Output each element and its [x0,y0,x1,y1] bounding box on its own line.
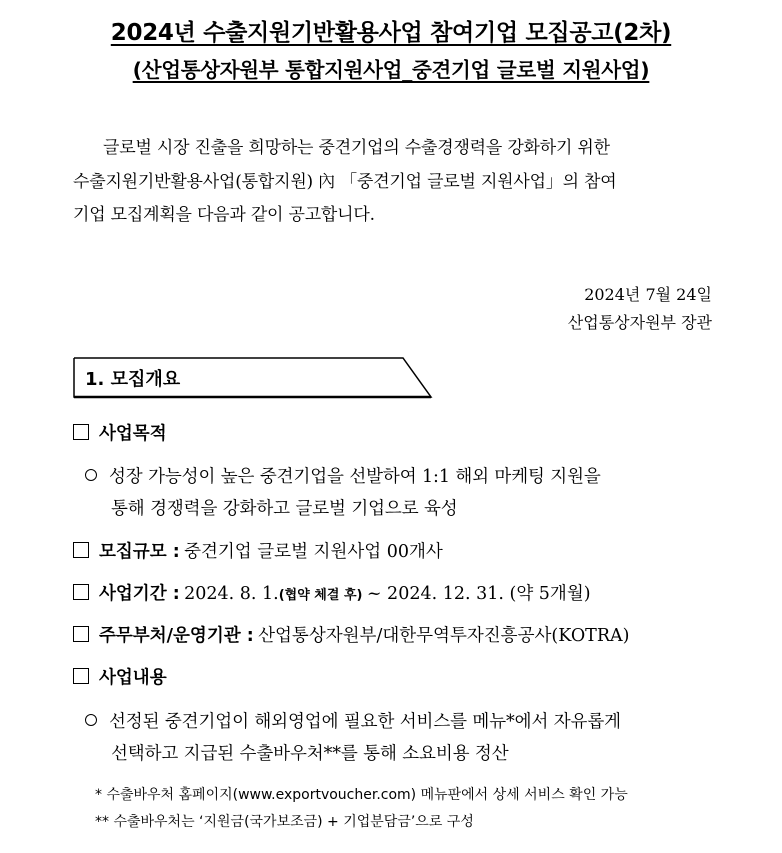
checkbox-square-icon [73,542,89,558]
intro-line-1: 글로벌 시장 진출을 희망하는 중견기업의 수출경쟁력을 강화하기 위한 [103,138,610,158]
purpose-bullet: 성장 가능성이 높은 중견기업을 선발하여 1:1 해외 마케팅 지원을 [85,463,601,488]
announcement-subtitle: (산업통상자원부 통합지원사업_중견기업 글로벌 지원사업) [132,58,650,82]
scale-item: 모집규모 : 중견기업 글로벌 지원사업 00개사 [73,538,443,563]
announcement-title: 2024년 수출지원기반활용사업 참여기업 모집공고(2차) [110,20,672,46]
org-item: 주무부처/운영기관 : 산업통상자원부/대한무역투자진흥공사(KOTRA) [73,622,629,647]
section-1-header [73,357,433,399]
announcement-issuer: 산업통상자원부 장관 [567,313,712,332]
checkbox-square-icon [73,584,89,600]
purpose-heading: 사업목적 [73,420,167,445]
period-item: 사업기간 : 2024. 8. 1.(협약 체결 후) ~ 2024. 12. 31. (약 5개월) [73,580,591,605]
footnote-1: * 수출바우처 홈페이지(www.exportvoucher.com) 메뉴판에서 상세 서비스 확인 가능 [95,787,628,803]
content-bullet: 선정된 중견기업이 해외영업에 필요한 서비스를 메뉴*에서 자유롭게 [85,708,621,733]
content-bullet-cont: 선택하고 지급된 수출바우처**를 통해 소요비용 정산 [111,744,509,764]
announcement-date: 2024년 7월 24일 [584,285,712,304]
checkbox-square-icon [73,424,89,440]
bullet-circle-icon [85,714,97,726]
bullet-circle-icon [85,469,97,481]
section-1-title: 1. 모집개요 [85,369,181,390]
content-heading: 사업내용 [73,664,167,689]
intro-line-2: 수출지원기반활용사업(통합지원) 內 「중견기업 글로벌 지원사업」의 참여 [73,172,617,192]
checkbox-square-icon [73,626,89,642]
checkbox-square-icon [73,668,89,684]
intro-line-3: 기업 모집계획을 다음과 같이 공고합니다. [73,205,375,225]
footnote-2: ** 수출바우처는 ‘지원금(국가보조금) + 기업분담금’으로 구성 [95,814,474,830]
purpose-bullet-cont: 통해 경쟁력을 강화하고 글로벌 기업으로 육성 [111,499,458,519]
